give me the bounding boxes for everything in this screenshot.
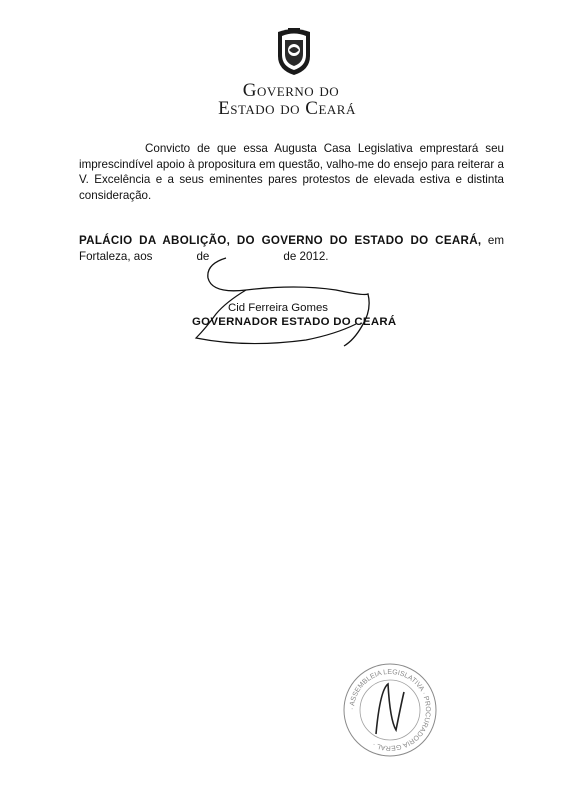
- coat-of-arms-icon: [274, 26, 314, 76]
- closing-line1: [79, 233, 504, 249]
- closing-em: em: [487, 234, 504, 247]
- city-date: Fortaleza, aos: [79, 250, 153, 263]
- date-year: de 2012.: [283, 250, 329, 263]
- palace-name: PALÁCIO DA ABOLIÇÃO, DO GOVERNO DO ESTADO DO CEARÁ,: [79, 234, 482, 247]
- body-paragraph: Convicto de que essa Augusta Casa Legislativa emprestará seu imprescindível apoio à propositura em questão, valho-me do ensejo para reiterar a V. Excelência e a seus eminentes pares protestos de elevada estiva e distinta consideração.: [79, 142, 504, 202]
- signer-name: Cid Ferreira Gomes: [228, 302, 329, 314]
- government-title-line2: Estado do Ceará: [218, 98, 356, 119]
- date-de: de: [196, 250, 210, 263]
- signer-title: GOVERNADOR ESTADO DO CEARÁ: [192, 316, 397, 328]
- government-title-line1: Governo do: [242, 80, 340, 101]
- round-stamp-icon: [340, 660, 440, 760]
- stamp-text: · ASSEMBLEIA LEGISLATIVA · PROCURADORIA GERAL ·: [348, 668, 432, 752]
